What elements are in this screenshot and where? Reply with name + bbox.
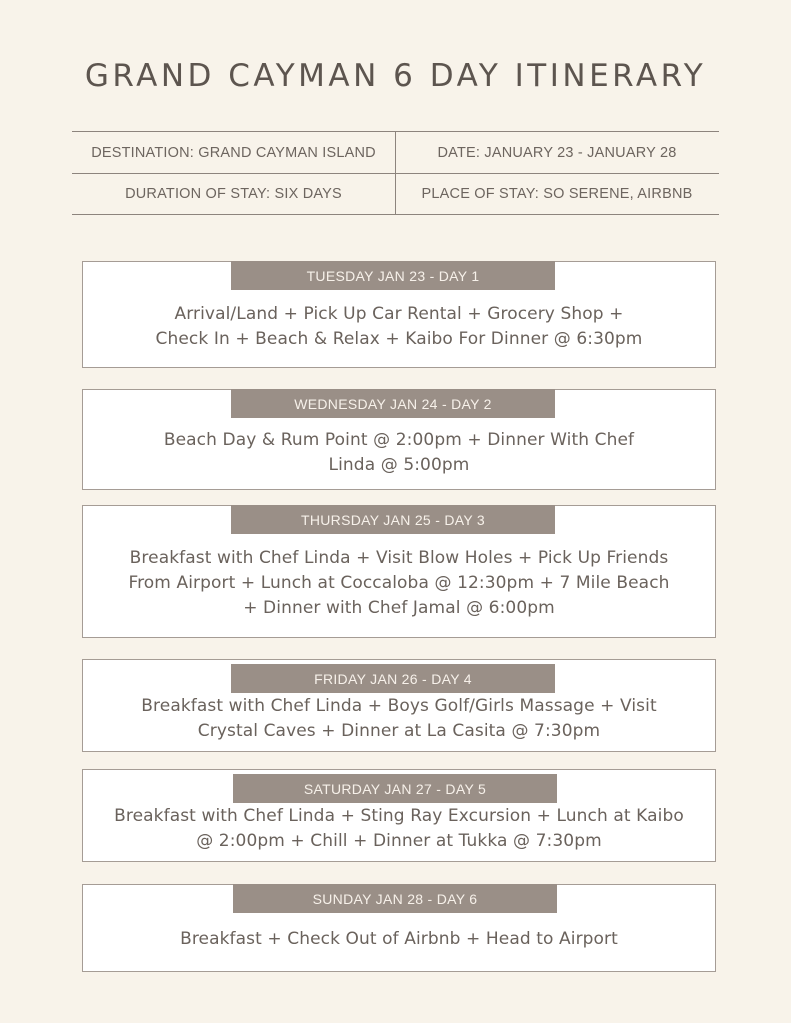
day-card-2 [82,389,716,490]
day-activities-3: Breakfast with Chef Linda + Visit Blow Holes + Pick Up Friends From Airport + Lunch at Coccaloba @ 12:30pm + 7 Mile Beach + Dinner with Chef Jamal @ 6:00pm [128,548,670,618]
day-header-2: WEDNESDAY JAN 24 - DAY 2 [231,389,555,418]
day-card-1 [82,261,716,368]
day-header-1: TUESDAY JAN 23 - DAY 1 [231,261,555,290]
day-card-4 [82,659,716,752]
info-row-1 [72,132,719,173]
info-row-2 [72,173,719,214]
day-header-3: THURSDAY JAN 25 - DAY 3 [231,505,555,534]
day-activities-1: Arrival/Land + Pick Up Car Rental + Grocery Shop + Check In + Beach & Relax + Kaibo For Dinner @ 6:30pm [155,304,643,349]
trip-info-table [72,131,719,215]
day-activities-4: Breakfast with Chef Linda + Boys Golf/Girls Massage + Visit Crystal Caves + Dinner at La Casita @ 7:30pm [141,696,657,741]
destination-cell: DESTINATION: GRAND CAYMAN ISLAND [72,132,396,173]
duration-cell: DURATION OF STAY: SIX DAYS [72,174,396,214]
day-card-3 [82,505,716,638]
day-activities-2: Beach Day & Rum Point @ 2:00pm + Dinner With Chef Linda @ 5:00pm [163,430,635,475]
day-header-5: SATURDAY JAN 27 - DAY 5 [233,774,557,803]
place-of-stay-cell: PLACE OF STAY: SO SERENE, AIRBNB [421,186,693,202]
day-header-4: FRIDAY JAN 26 - DAY 4 [231,664,555,693]
day-header-6: SUNDAY JAN 28 - DAY 6 [233,884,557,913]
day-card-6 [82,884,716,972]
day-activities-5: Breakfast with Chef Linda + Sting Ray Excursion + Lunch at Kaibo @ 2:00pm + Chill + Dinner at Tukka @ 7:30pm [114,806,684,851]
date-cell: DATE: JANUARY 23 - JANUARY 28 [437,144,677,161]
day-card-5 [82,769,716,862]
day-activities-6: Breakfast + Check Out of Airbnb + Head to Airport [180,929,618,949]
page-title: GRAND CAYMAN 6 DAY ITINERARY [84,58,707,94]
